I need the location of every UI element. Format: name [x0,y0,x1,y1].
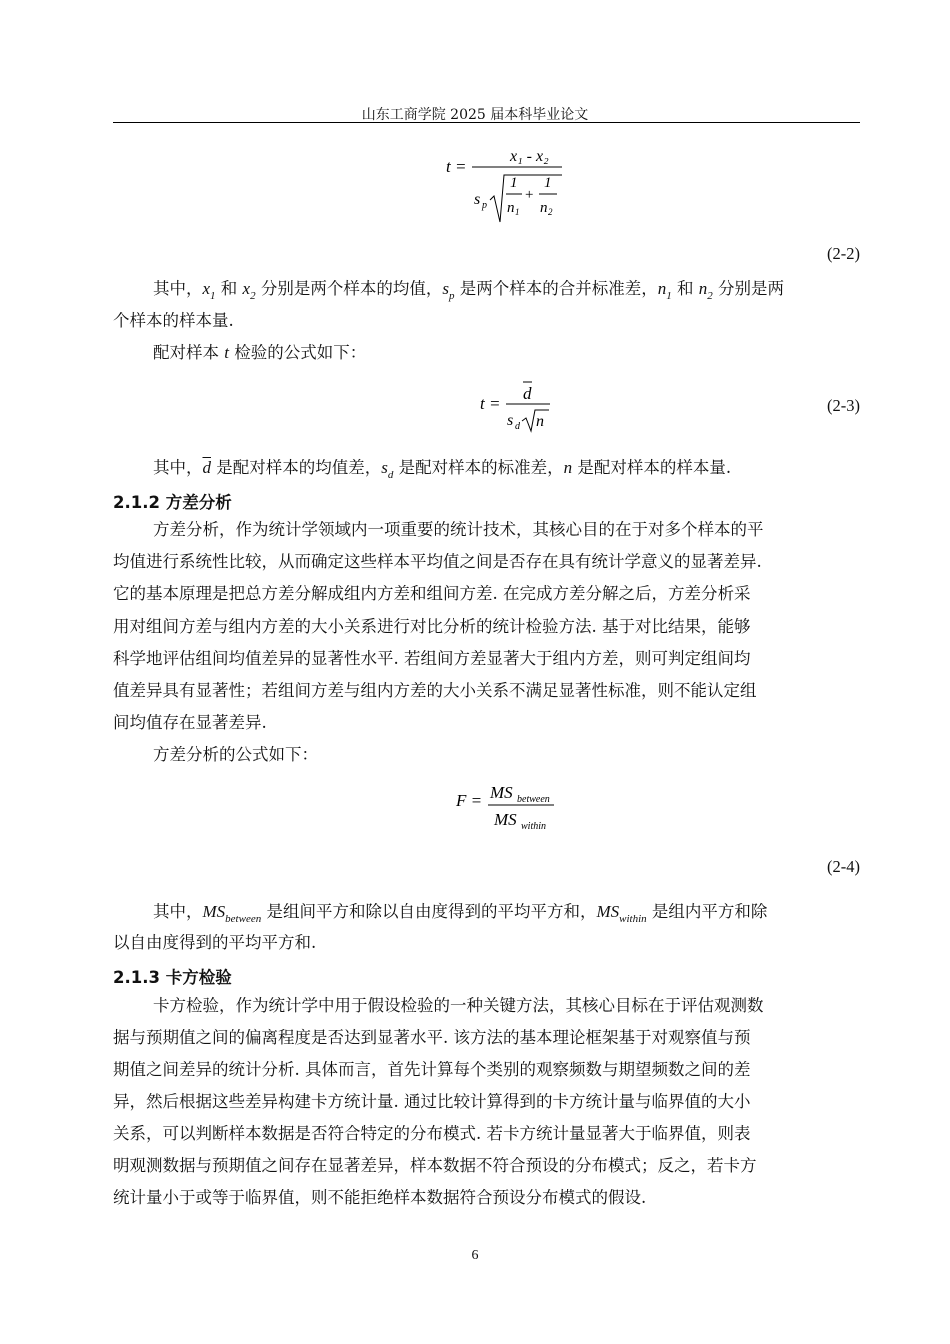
section-heading-2-1-2: 2.1.2 方差分析 [113,493,232,512]
formula-2-2-n2: n [540,200,548,216]
formula-2-2-n2-sub: 2 [548,207,553,217]
formula-2-2-one-a: 1 [510,175,518,191]
chisq-paragraph-line: 卡方检验，作为统计学中用于假设检验的一种关键方法，其核心目标在于评估观测数 [153,996,764,1015]
formula-2-2-sp: s [474,191,481,208]
formula-2-4-ms-den: MS [494,810,517,829]
chisq-paragraph-line: 明观测数据与预期值之间存在显著差异，样本数据不符合预设的分布模式；反之，若卡方 [113,1156,757,1175]
paragraph-formula-2-3-explanation: 其中，$\overline{d}$ 是配对样本的均值差，$s_d$ 是配对样本的标准差，n 是配对样本的样本量. [153,458,732,481]
formula-2-2 [440,142,580,224]
chisq-paragraph-line: 期值之间差异的统计分析. 具体而言，首先计算每个类别的观察频数与期望频数之间的差 [113,1060,751,1079]
formula-2-3-sd-sub: d [515,421,520,432]
equation-number-2-4: (2-4) [827,857,860,876]
running-header: 山东工商学院 2025 届本科毕业论文 [361,107,589,123]
paragraph-formula-2-2-explanation: 其中，$x_1$ 和 $x_2$ 分别是两个样本的均值，$s_p$ 是两个样本的合并标准差，$n_1$ 和 $n_2$ 分别是两 [153,279,784,302]
anova-paragraph-line: 用对组间方差与组内方差的大小关系进行对比分析的统计检验方法. 基于对比结果，能够 [113,617,751,636]
formula-2-3-lhs: t = [480,394,501,413]
formula-2-2-n1: n [507,200,515,216]
equation-number-2-2: (2-2) [827,244,860,263]
formula-2-4-within: within [521,821,547,832]
anova-paragraph-line: 均值进行系统性比较，从而确定这些样本平均值之间是否存在具有统计学意义的显著差异. [113,552,762,571]
formula-2-2-lhs: t = [446,157,467,176]
header-rule [113,122,860,123]
paired-t-intro: 配对样本 t 检验的公式如下： [153,343,367,362]
formula-2-3-sd: s [507,412,514,429]
chisq-paragraph-line: 关系，可以判断样本数据是否符合特定的分布模式. 若卡方统计量显著大于临界值，则表 [113,1124,751,1143]
section-heading-2-1-3: 2.1.3 卡方检验 [113,968,232,987]
paragraph-formula-2-2-explanation-cont: 个样本的样本量. [113,311,234,330]
anova-paragraph-line: 方差分析，作为统计学领域内一项重要的统计技术，其核心目的在于对多个样本的平 [153,520,764,539]
formula-2-2-n1-sub: 1 [515,207,520,217]
paragraph-formula-2-4-explanation-cont: 以自由度得到的平均平方和. [113,933,317,952]
anova-paragraph-line: 它的基本原理是把总方差分解成组内方差和组间方差. 在完成方差分解之后，方差分析采 [113,584,751,603]
anova-formula-intro: 方差分析的公式如下： [153,745,318,764]
formula-2-2-sp-sub: p [482,200,487,211]
formula-2-3-n: n [536,413,544,430]
formula-2-3-dbar: d [523,384,532,403]
anova-paragraph-line: 值差异具有显著性；若组间方差与组内方差的大小关系不满足显著性标准，则不能认定组 [113,681,757,700]
formula-2-2-plus: + [525,187,534,203]
formula-2-4-between: between [517,794,550,805]
anova-paragraph-line: 间均值存在显著差异. [113,713,267,732]
chisq-paragraph-line: 统计量小于或等于临界值，则不能拒绝样本数据符合预设分布模式的假设. [113,1188,647,1207]
formula-2-4-lhs: F = [456,791,483,810]
formula-2-4-ms-num: MS [490,783,513,802]
formula-2-4 [450,778,570,838]
formula-2-3 [474,373,564,435]
equation-number-2-3: (2-3) [827,396,860,415]
formula-2-2-one-b: 1 [544,175,552,191]
chisq-paragraph-line: 据与预期值之间的偏离程度是否达到显著水平. 该方法的基本理论框架基于对观察值与预 [113,1028,751,1047]
paragraph-formula-2-4-explanation: 其中，$MS_{between}$ 是组间平方和除以自由度得到的平均平方和，$MS_{within}$ 是组内平方和除 [153,902,768,925]
page-number: 6 [471,1248,479,1263]
chisq-paragraph-line: 异，然后根据这些差异构建卡方统计量. 通过比较计算得到的卡方统计量与临界值的大小 [113,1092,751,1111]
formula-2-2-numerator: x₁ - x₂ [510,148,549,165]
anova-paragraph-line: 科学地评估组间均值差异的显著性水平. 若组间方差显著大于组内方差，则可判定组间均 [113,649,751,668]
